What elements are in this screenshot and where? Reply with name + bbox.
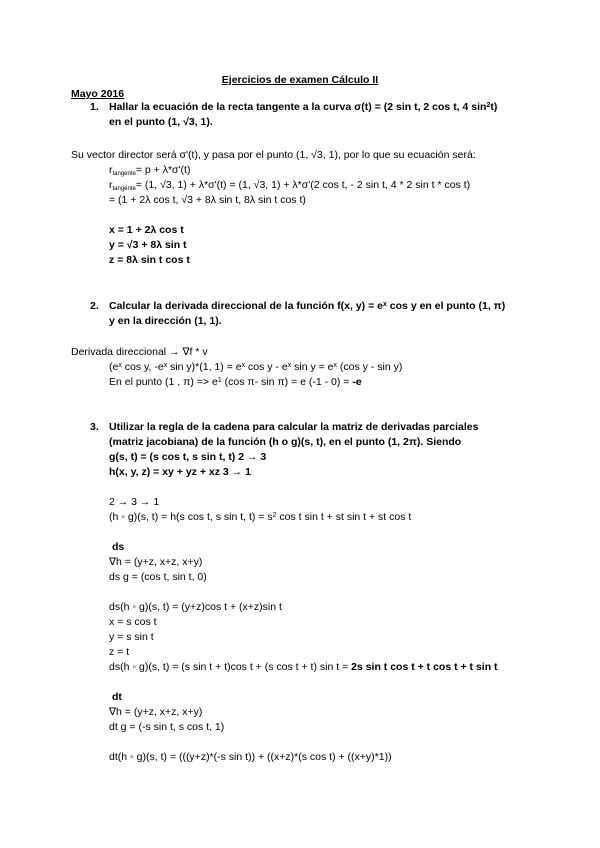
exercise-2-number: 2. xyxy=(90,300,99,312)
exercise-2-evaluation-line: En el punto (1 , $\pi) => e^1$ (cos π- sin π) = e (-1 - 0) = -e xyxy=(109,376,362,388)
exercise-3-ds-g: ds g = (cos t, sin t, 0) xyxy=(109,571,207,583)
exercise-1-r-line-3: = (1 + 2λ cos t, √3 + 8λ sin t, 8λ sin t cos t) xyxy=(109,194,306,206)
exercise-2-statement-line-1: 2. Calcular la derivada direccional de la función f(x, $y) = e^x$ cos y en el punto (1, π) xyxy=(90,300,506,312)
exercise-3-dt-heading: dt xyxy=(112,691,122,703)
exercise-3-h-definition: h(x, y, z) = xy + yz + xz 3 → 1 xyxy=(109,466,251,478)
exercise-3-grad-h-2: ∇h = (y+z, x+z, x+y) xyxy=(109,706,203,718)
exercise-2-derivative-line: ($e^x$ cos y, $-e^x$ sin y)*(1, $1) = e^x$ cos y - $e^x$ $\sin y = e^x$ (cos y - sin y) xyxy=(109,361,403,373)
exercise-3-x-substitution: x = s cos t xyxy=(109,616,157,628)
exercise-2-derivative-label: Derivada direccional → ∇f * v xyxy=(71,346,208,358)
exercise-3-dt-g: dt g = (-s sin t, s cos t, 1) xyxy=(109,721,225,733)
exercise-3-dt-composition: dt(h ◦ g)(s, t) = (((y+z)*(-s sin t)) + ((x+z)*(s cos t) + ((x+y)*1)) xyxy=(109,751,392,763)
exercise-3-statement-line-2: (matriz jacobiana) de la función (h o g)(s, t), en el punto (1, 2π). Siendo xyxy=(109,436,462,448)
exercise-1-r-line-1: $r_{tangente}= p + \lambda*\sigma'(t)$ xyxy=(109,164,191,177)
exercise-1-z-equation: z = 8λ sin t cos t xyxy=(109,254,190,266)
exercise-3-number: 3. xyxy=(90,421,99,433)
exercise-1-intro: Su vector director será σ'(t), y pasa por el punto (1, √3, 1), por lo que su ecuación será: xyxy=(71,149,476,161)
document-title: Ejercicios de examen Cálculo II xyxy=(221,74,379,86)
exercise-3-composition: (h ◦ g)(s, t) = h(s cos t, s sin t, $t) = s^2$ cos t sin t + st sin t + st cos t xyxy=(109,511,412,523)
section-heading: Mayo 2016 xyxy=(71,88,125,100)
exercise-1-number: 1. xyxy=(90,101,99,113)
exercise-3-g-definition: g(s, t) = (s cos t, s sin t, t) 2 → 3 xyxy=(109,451,267,463)
exercise-3-ds-composition: ds(h ◦ g)(s, t) = (y+z)cos t + (x+z)sin t xyxy=(109,601,282,613)
exercise-3-ds-result: 2s sin t cos t + t cos t + t sin t xyxy=(351,661,498,673)
exercise-1-statement-line-1: 1. Hallar la ecuación de la recta tangente a la curva σ(t) = (2 sin t, 2 cos t, 4 $\sin^2t$) xyxy=(90,101,498,113)
exercise-1-statement-line-2: en el punto (1, √3, 1). xyxy=(109,116,213,128)
exercise-3-ds-heading: ds xyxy=(112,541,125,553)
exercise-1-x-equation: x = 1 + 2λ cos t xyxy=(109,224,184,236)
exercise-1-y-equation: y = √3 + 8λ sin t xyxy=(109,239,187,251)
exercise-2-result: -e xyxy=(352,376,362,388)
exercise-3-y-substitution: y = s sin t xyxy=(109,631,154,643)
exercise-3-chain: 2 → 3 → 1 xyxy=(109,496,160,508)
exercise-2-statement-line-2: y en la dirección (1, 1). xyxy=(109,315,222,327)
exercise-3-z-substitution: z = t xyxy=(109,646,130,658)
exercise-3-grad-h: ∇h = (y+z, x+z, x+y) xyxy=(109,556,203,568)
exercise-3-statement-line-1: 3. Utilizar la regla de la cadena para calcular la matriz de derivadas parciales xyxy=(90,421,479,433)
exercise-3-ds-final: ds(h ◦ g)(s, t) = (s sin t + t)cos t + (s cos t + t) sin t = 2s sin t cos t + t cos t + t sin t xyxy=(109,661,498,673)
exercise-1-r-line-2: $r_{tangente}= (1$, √3, 1) + λ*σ'(t) = (1, √3, 1) + λ*σ'(2 cos t, - 2 sin t, 4 * 2 sin t * cos t) xyxy=(109,179,471,192)
